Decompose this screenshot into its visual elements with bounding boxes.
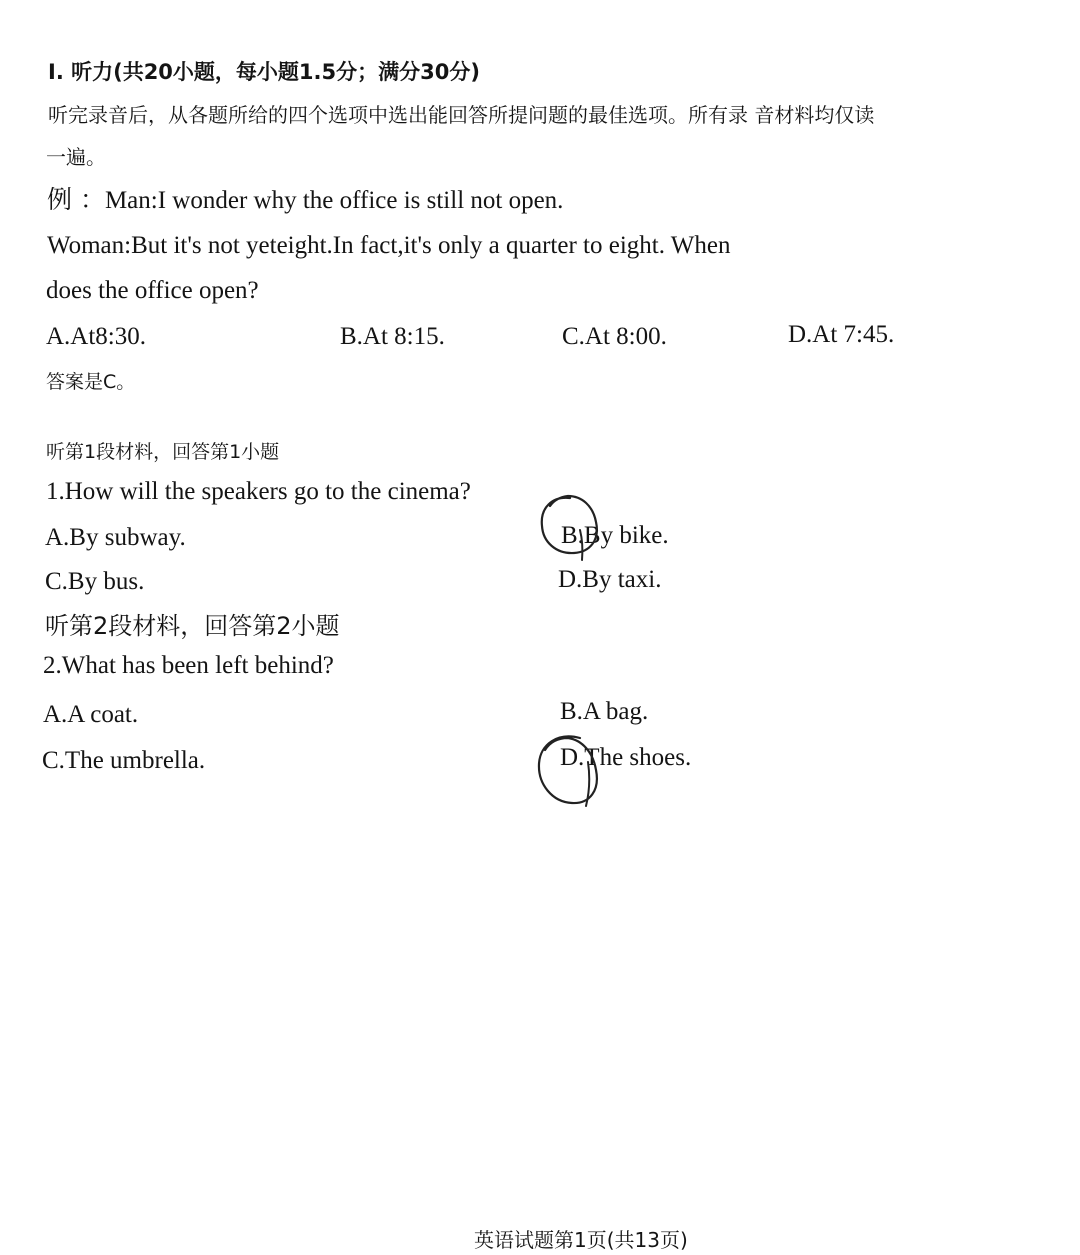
question-2-text: 2.What has been left behind? xyxy=(43,652,334,679)
question-2-option-b: B.A bag. xyxy=(560,698,649,725)
instruction-line-1: 听完录音后，从各题所给的四个选项中选出能回答所提问题的最佳选项。所有录 音材料均仅读 xyxy=(48,103,875,127)
question-1-option-d: D.By taxi. xyxy=(558,566,662,593)
question-2-option-d: D.The shoes. xyxy=(560,744,692,771)
question-2-option-a: A.A coat. xyxy=(43,701,139,728)
example-woman-line-2: does the office open? xyxy=(46,277,259,304)
section-heading: I. 听力(共20小题，每小题1.5分；满分30分) xyxy=(48,60,480,84)
instruction-line-2: 一遍。 xyxy=(46,145,106,169)
question-1-option-a: A.By subway. xyxy=(45,524,186,551)
example-man-line: Man:I wonder why the office is still not open. xyxy=(104,187,564,214)
question-1-text: 1.How will the speakers go to the cinema? xyxy=(46,478,471,505)
example-man-row xyxy=(47,180,563,216)
question-2-intro: 听第2段材料，回答第2小题 xyxy=(45,612,340,640)
example-option-c: C.At 8:00. xyxy=(562,323,667,350)
question-2-option-c: C.The umbrella. xyxy=(42,747,206,774)
question-1-option-c: C.By bus. xyxy=(45,568,145,595)
question-1-intro: 听第1段材料，回答第1小题 xyxy=(46,441,280,463)
example-option-d: D.At 7:45. xyxy=(788,321,895,348)
page-footer: 英语试题第1页(共13页) xyxy=(474,1228,688,1252)
example-label: 例 ： xyxy=(47,185,105,214)
example-woman-line-1: Woman:But it's not yeteight.In fact,it's only a quarter to eight. When xyxy=(47,232,731,259)
example-option-a: A.At8:30. xyxy=(46,323,146,350)
example-option-b: B.At 8:15. xyxy=(340,323,445,350)
example-answer: 答案是C。 xyxy=(46,371,136,393)
question-1-option-b: B.By bike. xyxy=(561,522,669,549)
handwritten-circle-q2 xyxy=(528,728,613,813)
handwritten-circle-q1 xyxy=(530,490,610,570)
